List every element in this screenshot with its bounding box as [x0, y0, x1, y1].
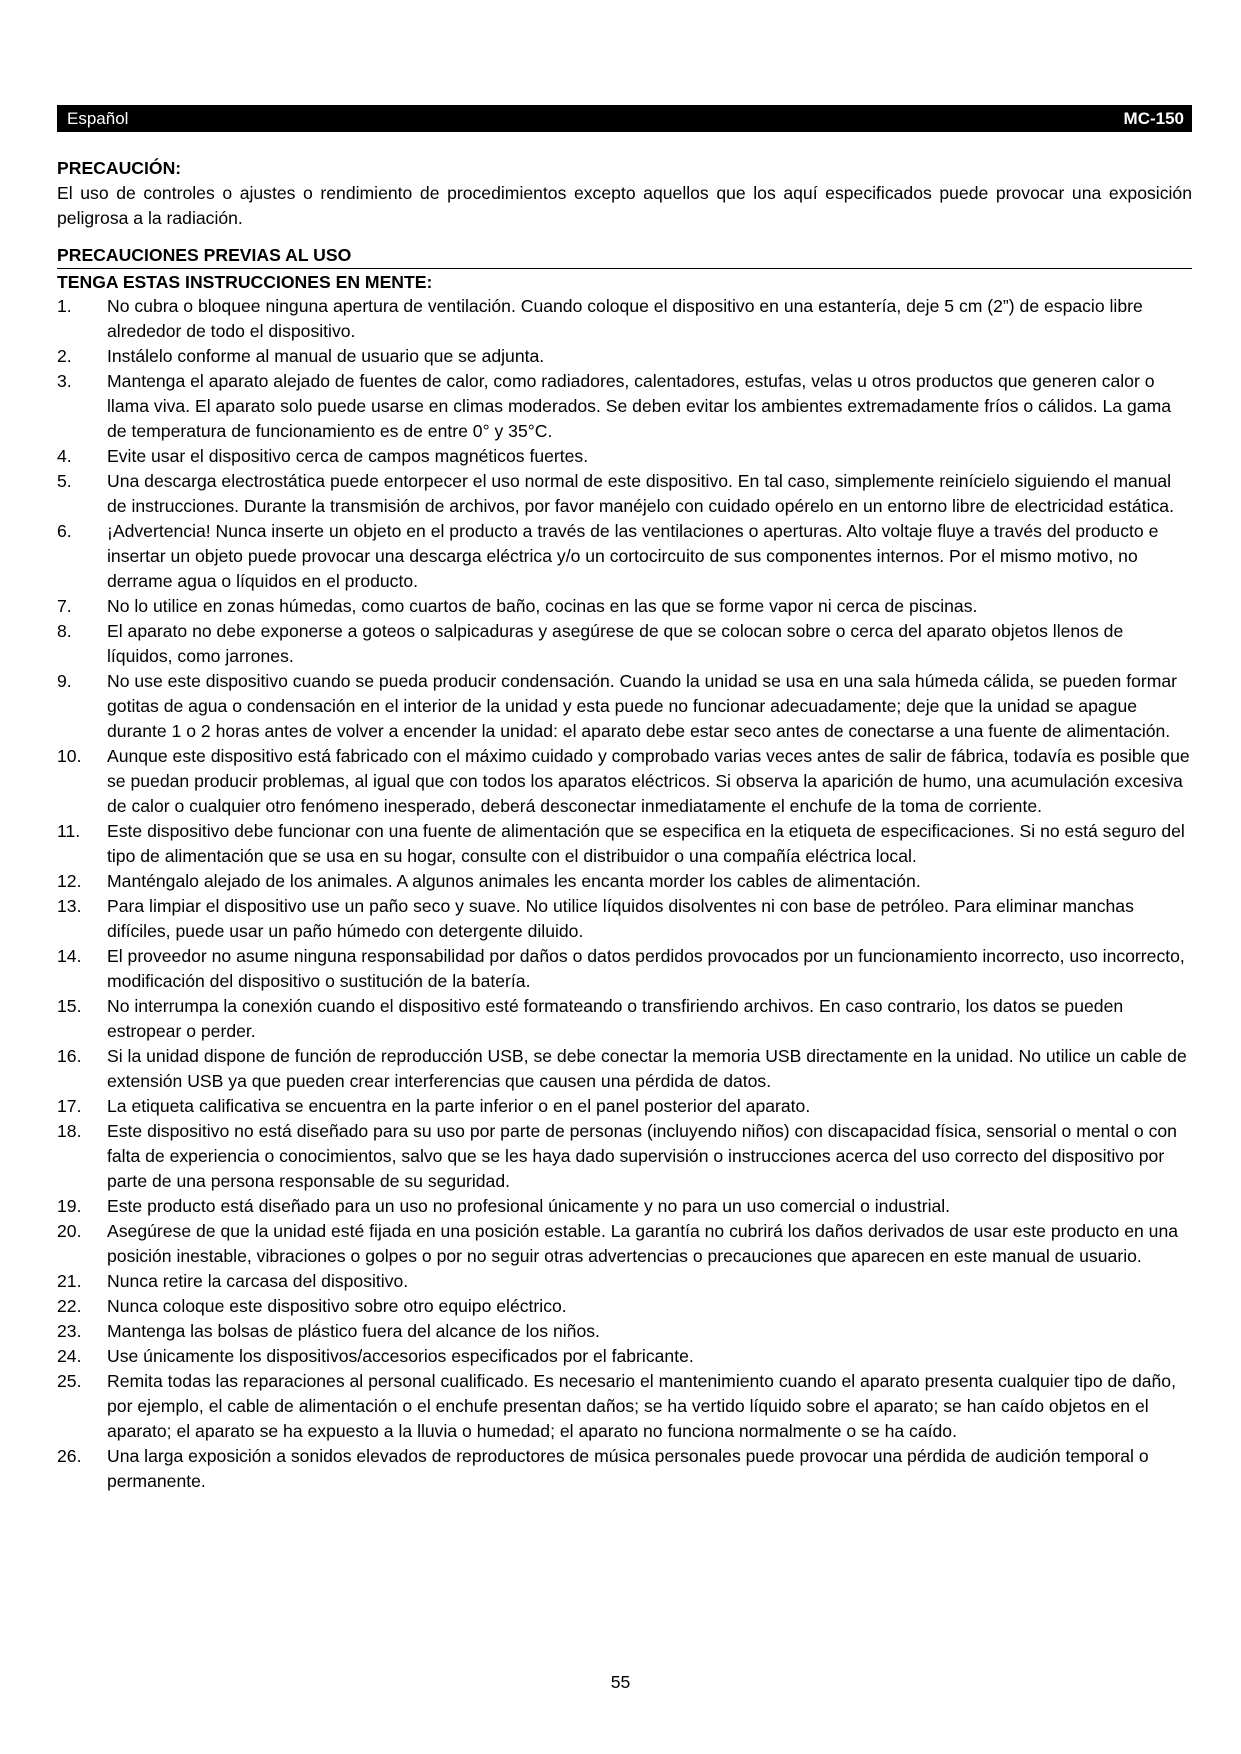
page-number: 55: [610, 1672, 631, 1692]
list-item-text: Instálelo conforme al manual de usuario que se adjunta.: [107, 346, 545, 366]
list-item: [57, 594, 1192, 619]
list-item: [57, 1044, 1192, 1094]
list-item-number: 2.: [57, 346, 72, 366]
list-item: [57, 1344, 1192, 1369]
list-item-text: Este dispositivo no está diseñado para su uso por parte de personas (incluyendo niños) con discapacidad física, sensorial o mental o con falta de experiencia o conocimientos, salvo que se les haya dado supervisión o instrucciones acerca del uso correcto del dispositivo por parte de una persona responsable de su seguridad.: [107, 1121, 1177, 1191]
list-item-text: Nunca retire la carcasa del dispositivo.: [107, 1271, 409, 1291]
list-item: [57, 1444, 1192, 1494]
list-item-text: Aunque este dispositivo está fabricado con el máximo cuidado y comprobado varias veces antes de salir de fábrica, todavía es posible que se puedan producir problemas, al igual que con todos los aparatos eléctricos. Si observa la aparición de humo, una acumulación excesiva de calor o cualquier otro fenómeno inesperado, deberá desconectar inmediatamente el enchufe de la toma de corriente.: [107, 746, 1190, 816]
list-item-text: No interrumpa la conexión cuando el dispositivo esté formateando o transfiriendo archivos. En caso contrario, los datos se pueden estropear o perder.: [107, 996, 1124, 1041]
list-item: [57, 1219, 1192, 1269]
list-item: [57, 519, 1192, 594]
list-item-text: No lo utilice en zonas húmedas, como cuartos de baño, cocinas en las que se forme vapor ni cerca de piscinas.: [107, 596, 978, 616]
list-item: [57, 1319, 1192, 1344]
list-item-number: 5.: [57, 471, 72, 491]
list-item: [57, 444, 1192, 469]
list-item-number: 23.: [57, 1321, 82, 1341]
list-item-text: Si la unidad dispone de función de reproducción USB, se debe conectar la memoria USB directamente en la unidad. No utilice un cable de extensión USB ya que pueden crear interferencias que causen una pérdida de datos.: [107, 1046, 1187, 1091]
list-item-text: ¡Advertencia! Nunca inserte un objeto en el producto a través de las ventilaciones o aperturas. Alto voltaje fluye a través del producto e insertar un objeto puede provocar una descarga eléctrica y/o un cortocircuito de sus componentes internos. Por el mismo motivo, no derrame agua o líquidos en el producto.: [107, 521, 1159, 591]
precautions-list: [57, 294, 1192, 1494]
list-item-number: 1.: [57, 296, 72, 316]
list-item-number: 12.: [57, 871, 82, 891]
list-item-text: Evite usar el dispositivo cerca de campos magnéticos fuertes.: [107, 446, 589, 466]
list-item-text: Este dispositivo debe funcionar con una fuente de alimentación que se especifica en la etiqueta de especificaciones. Si no está seguro del tipo de alimentación que se usa en su hogar, consulte con el distribuidor o una compañía eléctrica local.: [107, 821, 1185, 866]
list-item-text: Nunca coloque este dispositivo sobre otro equipo eléctrico.: [107, 1296, 567, 1316]
list-item: [57, 469, 1192, 519]
caution-text: El uso de controles o ajustes o rendimiento de procedimientos excepto aquellos que los aquí especificados puede provocar una exposición peligrosa a la radiación.: [57, 183, 1192, 228]
list-item-number: 18.: [57, 1121, 82, 1141]
caution-title: PRECAUCIÓN:: [57, 158, 182, 178]
list-item: [57, 669, 1192, 744]
list-item: [57, 894, 1192, 944]
list-item-text: Mantenga las bolsas de plástico fuera del alcance de los niños.: [107, 1321, 600, 1341]
list-item-number: 14.: [57, 946, 82, 966]
list-item-text: No use este dispositivo cuando se pueda producir condensación. Cuando la unidad se usa en una sala húmeda cálida, se pueden formar gotitas de agua o condensación en el interior de la unidad y esta puede no funcionar adecuadamente; deje que la unidad se apague durante 1 o 2 horas antes de volver a encender la unidad: el aparato debe estar seco antes de conectarse a una fuente de alimentación.: [107, 671, 1178, 741]
list-item-number: 10.: [57, 746, 82, 766]
list-item-text: Manténgalo alejado de los animales. A algunos animales les encanta morder los cables de alimentación.: [107, 871, 921, 891]
caution-block: [57, 156, 1192, 231]
list-item: [57, 1369, 1192, 1444]
list-item-number: 26.: [57, 1446, 82, 1466]
list-item-number: 6.: [57, 521, 72, 541]
list-item: [57, 1119, 1192, 1194]
list-item-number: 17.: [57, 1096, 82, 1116]
list-item: [57, 869, 1192, 894]
section-subtitle: TENGA ESTAS INSTRUCCIONES EN MENTE:: [57, 268, 1192, 294]
list-item-number: 13.: [57, 896, 82, 916]
list-item: [57, 344, 1192, 369]
list-item-number: 11.: [57, 821, 81, 841]
list-item-number: 20.: [57, 1221, 82, 1241]
list-item-text: Asegúrese de que la unidad esté fijada en una posición estable. La garantía no cubrirá los daños derivados de usar este producto en una posición inestable, vibraciones o golpes o por no seguir otras advertencias o precauciones que aparecen en este manual de usuario.: [107, 1221, 1179, 1266]
list-item-number: 7.: [57, 596, 72, 616]
list-item: [57, 1194, 1192, 1219]
list-item: [57, 994, 1192, 1044]
list-item-number: 4.: [57, 446, 72, 466]
list-item-number: 8.: [57, 621, 72, 641]
language-label: Español: [67, 108, 129, 128]
list-item-number: 24.: [57, 1346, 82, 1366]
list-item-number: 15.: [57, 996, 82, 1016]
list-item: [57, 1094, 1192, 1119]
list-item-text: Para limpiar el dispositivo use un paño seco y suave. No utilice líquidos disolventes ni con base de petróleo. Para eliminar manchas difíciles, puede usar un paño húmedo con detergente diluido.: [107, 896, 1134, 941]
list-item-text: La etiqueta calificativa se encuentra en la parte inferior o en el panel posterior del aparato.: [107, 1096, 811, 1116]
list-item-text: Remita todas las reparaciones al personal cualificado. Es necesario el mantenimiento cuando el aparato presenta cualquier tipo de daño, por ejemplo, el cable de alimentación o el enchufe presentan daños; se ha vertido líquido sobre el aparato; se han caído objetos en el aparato; el aparato se ha expuesto a la lluvia o humedad; el aparato no funciona normalmente o se ha caído.: [107, 1371, 1176, 1441]
header-bar: [57, 105, 1192, 132]
manual-page: [57, 105, 1192, 1494]
list-item: [57, 294, 1192, 344]
list-item: [57, 819, 1192, 869]
model-label: MC-150: [1123, 108, 1184, 128]
section-title: PRECAUCIONES PREVIAS AL USO: [57, 245, 352, 265]
list-item-number: 19.: [57, 1196, 82, 1216]
list-item-number: 9.: [57, 671, 72, 691]
list-item-text: El proveedor no asume ninguna responsabilidad por daños o datos perdidos provocados por un funcionamiento incorrecto, uso incorrecto, modificación del dispositivo o sustitución de la batería.: [107, 946, 1185, 991]
list-item-text: No cubra o bloquee ninguna apertura de ventilación. Cuando coloque el dispositivo en una estantería, deje 5 cm (2”) de espacio libre alrededor de todo el dispositivo.: [107, 296, 1143, 341]
list-item-number: 3.: [57, 371, 72, 391]
list-item-text: Este producto está diseñado para un uso no profesional únicamente y no para un uso comercial o industrial.: [107, 1196, 951, 1216]
list-item: [57, 1269, 1192, 1294]
list-item: [57, 369, 1192, 444]
list-item-number: 21.: [57, 1271, 82, 1291]
list-item-text: Una larga exposición a sonidos elevados de reproductores de música personales puede provocar una pérdida de audición temporal o permanente.: [107, 1446, 1149, 1491]
list-item-text: Mantenga el aparato alejado de fuentes de calor, como radiadores, calentadores, estufas, velas u otros productos que generen calor o llama viva. El aparato solo puede usarse en climas moderados. Se deben evitar los ambientes extremadamente fríos o cálidos. La gama de temperatura de funcionamiento es de entre 0° y 35°C.: [107, 371, 1172, 441]
list-item-number: 25.: [57, 1371, 82, 1391]
list-item-text: El aparato no debe exponerse a goteos o salpicaduras y asegúrese de que se colocan sobre o cerca del aparato objetos llenos de líquidos, como jarrones.: [107, 621, 1124, 666]
list-item-number: 16.: [57, 1046, 82, 1066]
list-item: [57, 619, 1192, 669]
list-item-text: Una descarga electrostática puede entorpecer el uso normal de este dispositivo. En tal caso, simplemente reinícielo siguiendo el manual de instrucciones. Durante la transmisión de archivos, por favor manéjelo con cuidado opérelo en un entorno libre de electricidad estática.: [107, 471, 1174, 516]
list-item: [57, 944, 1192, 994]
list-item: [57, 1294, 1192, 1319]
list-item-text: Use únicamente los dispositivos/accesorios especificados por el fabricante.: [107, 1346, 694, 1366]
list-item: [57, 744, 1192, 819]
list-item-number: 22.: [57, 1296, 82, 1316]
